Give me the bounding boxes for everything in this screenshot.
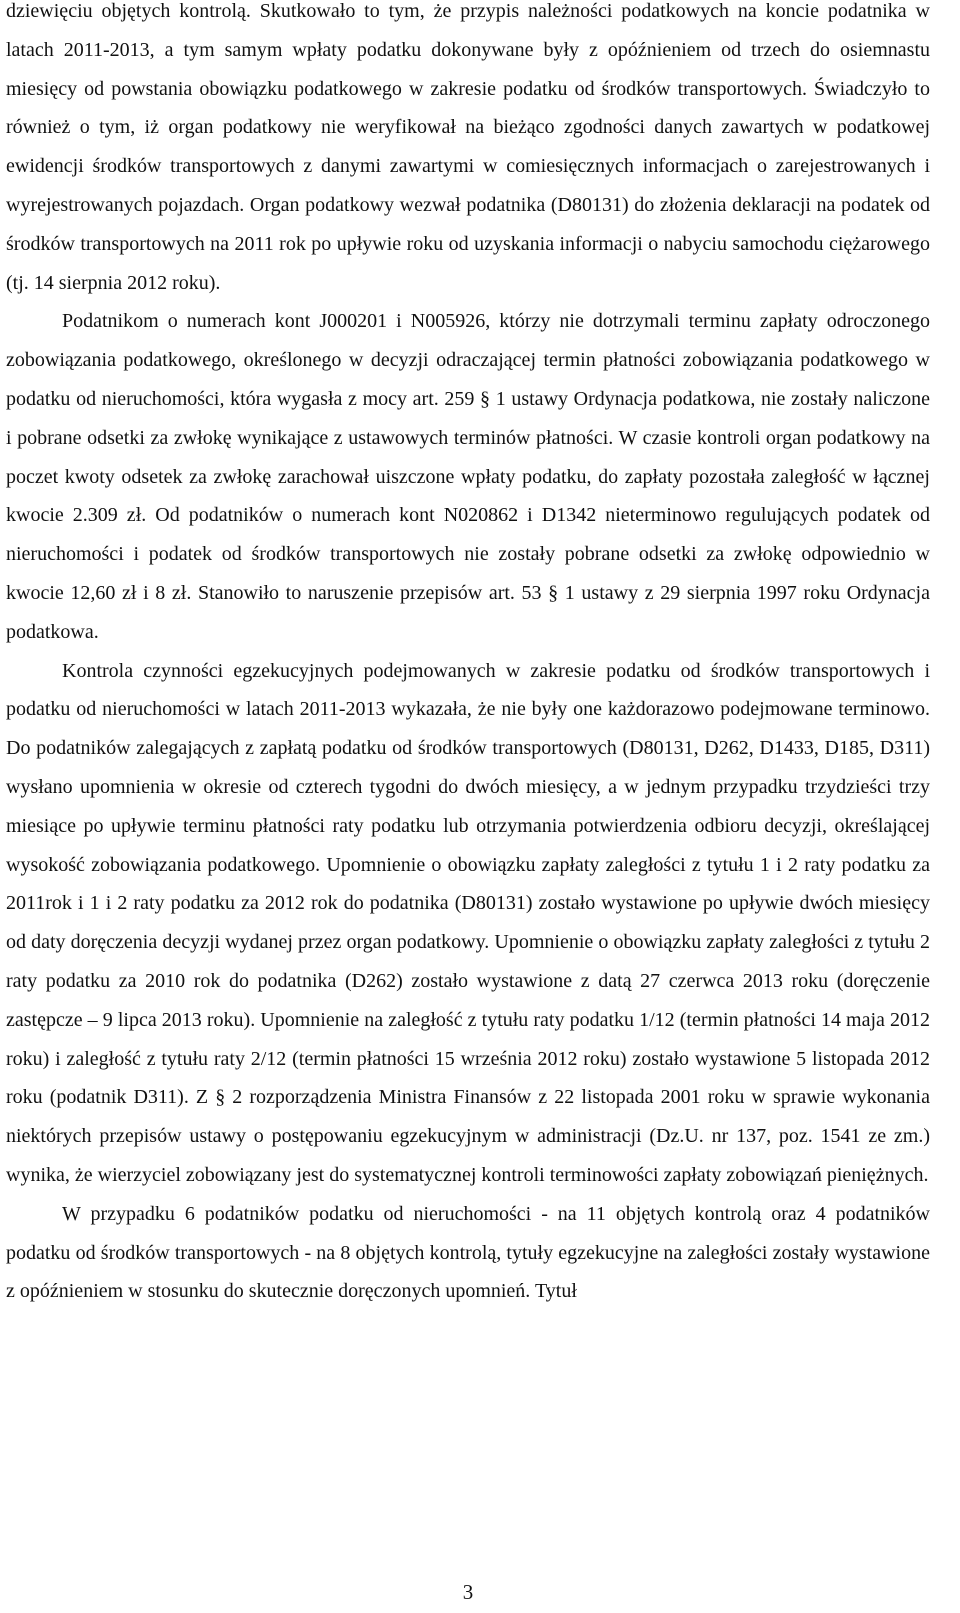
document-page xyxy=(6,0,930,1311)
paragraph-2: Podatnikom o numerach kont J000201 i N005926, którzy nie dotrzymali terminu zapłaty odroczonego zobowiązania podatkowego, określonego w decyzji odraczającej termin płatności zobowiązania podatkowego w podatku od nieruchomości, która wygasła z mocy art. 259 § 1 ustawy Ordynacja podatkowa, nie zostały naliczone i pobrane odsetki za zwłokę wynikające z ustawowych terminów płatności. W czasie kontroli organ podatkowy na poczet kwoty odsetek za zwłokę zarachował uiszczone wpłaty podatku, do zapłaty pozostała zaległość w łącznej kwocie 2.309 zł. Od podatników o numerach kont N020862 i D1342 nieterminowo regulujących podatek od nieruchomości i podatek od środków transportowych nie zostały pobrane odsetki za zwłokę odpowiednio w kwocie 12,60 zł i 8 zł. Stanowiło to naruszenie przepisów art. 53 § 1 ustawy z 29 sierpnia 1997 roku Ordynacja podatkowa. xyxy=(6,310,930,643)
paragraph-1: dziewięciu objętych kontrolą. Skutkowało to tym, że przypis należności podatkowych na koncie podatnika w latach 2011-2013, a tym samym wpłaty podatku dokonywane były z opóźnieniem od trzech do osiemnastu miesięcy od powstania obowiązku podatkowego w zakresie podatku od środków transportowych. Świadczyło to również o tym, iż organ podatkowy nie weryfikował na bieżąco zgodności danych zawartych w podatkowej ewidencji środków transportowych z danymi zawartymi w comiesięcznych informacjach o zarejestrowanych i wyrejestrowanych pojazdach. Organ podatkowy wezwał podatnika (D80131) do złożenia deklaracji na podatek od środków transportowych na 2011 rok po upływie roku od uzyskania informacji o nabyciu samochodu ciężarowego (tj. 14 sierpnia 2012 roku). xyxy=(6,0,930,294)
paragraph-4: W przypadku 6 podatników podatku od nieruchomości - na 11 objętych kontrolą oraz 4 podatników podatku od środków transportowych - na 8 objętych kontrolą, tytuły egzekucyjne na zaległości zostały wystawione z opóźnieniem w stosunku do skutecznie doręczonych upomnień. Tytuł xyxy=(6,1202,930,1303)
paragraph-3: Kontrola czynności egzekucyjnych podejmowanych w zakresie podatku od środków transportowych i podatku od nieruchomości w latach 2011-2013 wykazała, że nie były one każdorazowo podejmowane terminowo. Do podatników zalegających z zapłatą podatku od środków transportowych (D80131, D262, D1433, D185, D311) wysłano upomnienia w okresie od czterech tygodni do dwóch miesięcy, a w jednym przypadku trzydzieści trzy miesiące po upływie terminu płatności raty podatku lub otrzymania potwierdzenia odbioru decyzji, określającej wysokość zobowiązania podatkowego. Upomnienie o obowiązku zapłaty zaległości z tytułu 1 i 2 raty podatku za 2011rok i 1 i 2 raty podatku za 2012 rok do podatnika (D80131) zostało wystawione po upływie dwóch miesięcy od daty doręczenia decyzji wydanej przez organ podatkowy. Upomnienie o obowiązku zapłaty zaległości z tytułu 2 raty podatku za 2010 rok do podatnika (D262) zostało wystawione z datą 27 czerwca 2013 roku (doręczenie zastępcze – 9 lipca 2013 roku). Upomnienie na zaległość z tytułu raty podatku 1/12 (termin płatności 14 maja 2012 roku) i zaległość z tytułu raty 2/12 (termin płatności 15 września 2012 roku) zostało wystawione 5 listopada 2012 roku (podatnik D311). Z § 2 rozporządzenia Ministra Finansów z 22 listopada 2001 roku w sprawie wykonania niektórych przepisów ustawy o postępowaniu egzekucyjnym w administracji (Dz.U. nr 137, poz. 1541 ze zm.) wynika, że wierzyciel zobowiązany jest do systematycznej kontroli terminowości zapłaty zobowiązań pieniężnych. xyxy=(6,659,930,1186)
page-number: 3 xyxy=(462,1580,474,1604)
